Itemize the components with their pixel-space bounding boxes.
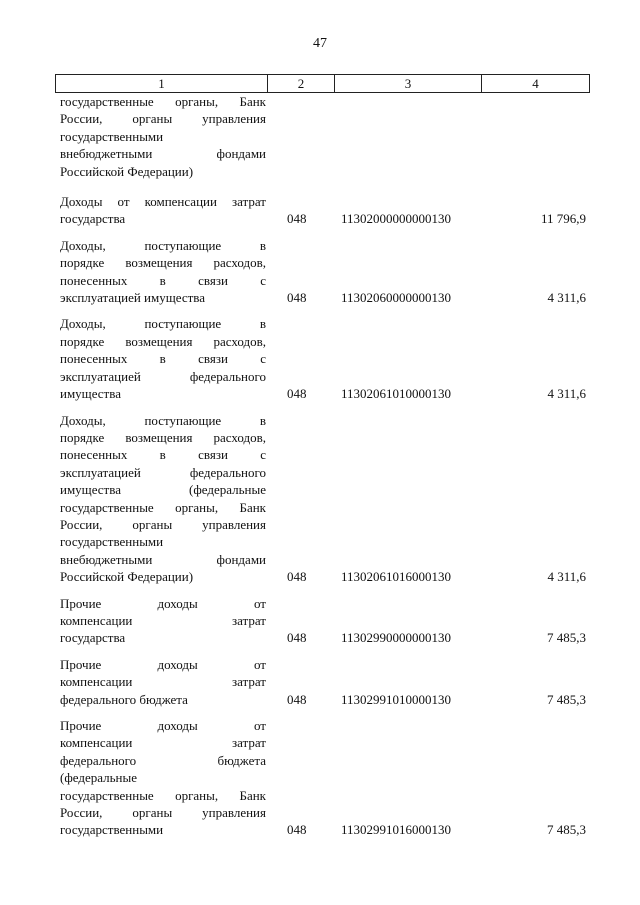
row-description (60, 315, 266, 402)
description-line: имущества (федеральные (60, 482, 266, 498)
description-line: Российской Федерации) (60, 569, 194, 585)
description-line: эксплуатацией имущества (60, 290, 206, 306)
page-number: 47 (313, 36, 327, 51)
table-row (55, 595, 590, 647)
row-description (60, 595, 266, 647)
description-line: внебюджетными фондами (60, 551, 266, 567)
table-row (55, 193, 590, 228)
description-line: компенсации затрат (60, 674, 266, 690)
admin-code: 048 (287, 630, 307, 646)
table-row (55, 656, 590, 708)
description-line: Доходы, поступающие в (60, 316, 266, 332)
description-line: компенсации затрат (60, 735, 266, 751)
description-line: эксплуатацией федерального (60, 464, 266, 480)
header-col-3: 3 (335, 75, 482, 93)
description-line: России, органы управления (60, 516, 266, 532)
budget-class-code: 11302061016000130 (341, 569, 452, 585)
admin-code: 048 (287, 386, 307, 402)
row-description (60, 656, 266, 708)
description-line: порядке возмещения расходов, (60, 255, 266, 271)
description-line: государственные органы, Банк (60, 787, 266, 803)
table-row (55, 412, 590, 586)
description-line: России, органы управления (60, 805, 266, 821)
header-col-2: 2 (268, 75, 335, 93)
admin-code: 048 (287, 691, 307, 707)
description-line: порядке возмещения расходов, (60, 333, 266, 349)
description-line: понесенных в связи с (60, 272, 266, 288)
description-line: государственными (60, 534, 164, 550)
description-line: государственными (60, 128, 164, 144)
budget-class-code: 11302991010000130 (341, 691, 452, 707)
row-description (60, 93, 266, 180)
description-line: (федеральные (60, 770, 137, 786)
description-line: эксплуатацией федерального (60, 368, 266, 384)
amount: 4 311,6 (547, 290, 586, 306)
row-description (60, 412, 266, 586)
table-row (55, 237, 590, 307)
description-line: Доходы, поступающие в (60, 412, 266, 428)
description-line: Доходы, поступающие в (60, 237, 266, 253)
budget-class-code: 11302990000000130 (341, 630, 452, 646)
header-col-1: 1 (56, 75, 268, 93)
row-description (60, 237, 266, 307)
table-row (55, 93, 590, 180)
table-row (55, 717, 590, 839)
description-line: государственные органы, Банк (60, 499, 266, 515)
description-line: Доходы от компенсации затрат (60, 194, 266, 210)
description-line: государственными (60, 822, 164, 838)
amount: 7 485,3 (547, 691, 586, 707)
description-line: Прочие доходы от (60, 595, 266, 611)
description-line: внебюджетными фондами (60, 146, 266, 162)
description-line: Российской Федерации) (60, 163, 194, 179)
description-line: государства (60, 211, 126, 227)
description-line: России, органы управления (60, 111, 266, 127)
amount: 4 311,6 (547, 386, 586, 402)
admin-code: 048 (287, 290, 307, 306)
budget-class-code: 11302061010000130 (341, 386, 452, 402)
description-line: имущества (60, 386, 121, 402)
admin-code: 048 (287, 569, 307, 585)
description-line: Прочие доходы от (60, 718, 266, 733)
header-col-4: 4 (482, 75, 590, 93)
row-description (60, 193, 266, 228)
table-row (55, 315, 590, 402)
amount: 7 485,3 (547, 630, 586, 646)
description-line: порядке возмещения расходов, (60, 429, 266, 445)
description-line: компенсации затрат (60, 612, 266, 628)
admin-code: 048 (287, 211, 307, 227)
budget-class-code: 11302991016000130 (341, 822, 452, 838)
description-line: понесенных в связи с (60, 447, 266, 463)
description-line: федерального бюджета (60, 752, 266, 768)
budget-class-code: 11302000000000130 (341, 211, 452, 227)
budget-class-code: 11302060000000130 (341, 290, 452, 306)
table-body (55, 93, 590, 839)
amount: 7 485,3 (547, 822, 586, 838)
amount: 4 311,6 (547, 569, 586, 585)
description-line: государства (60, 630, 126, 646)
description-line: государственные органы, Банк (60, 94, 266, 109)
description-line: федерального бюджета (60, 691, 188, 707)
row-description (60, 717, 266, 839)
table-header (55, 74, 590, 93)
amount: 11 796,9 (540, 211, 586, 227)
admin-code: 048 (287, 822, 307, 838)
description-line: понесенных в связи с (60, 351, 266, 367)
description-line: Прочие доходы от (60, 656, 266, 672)
